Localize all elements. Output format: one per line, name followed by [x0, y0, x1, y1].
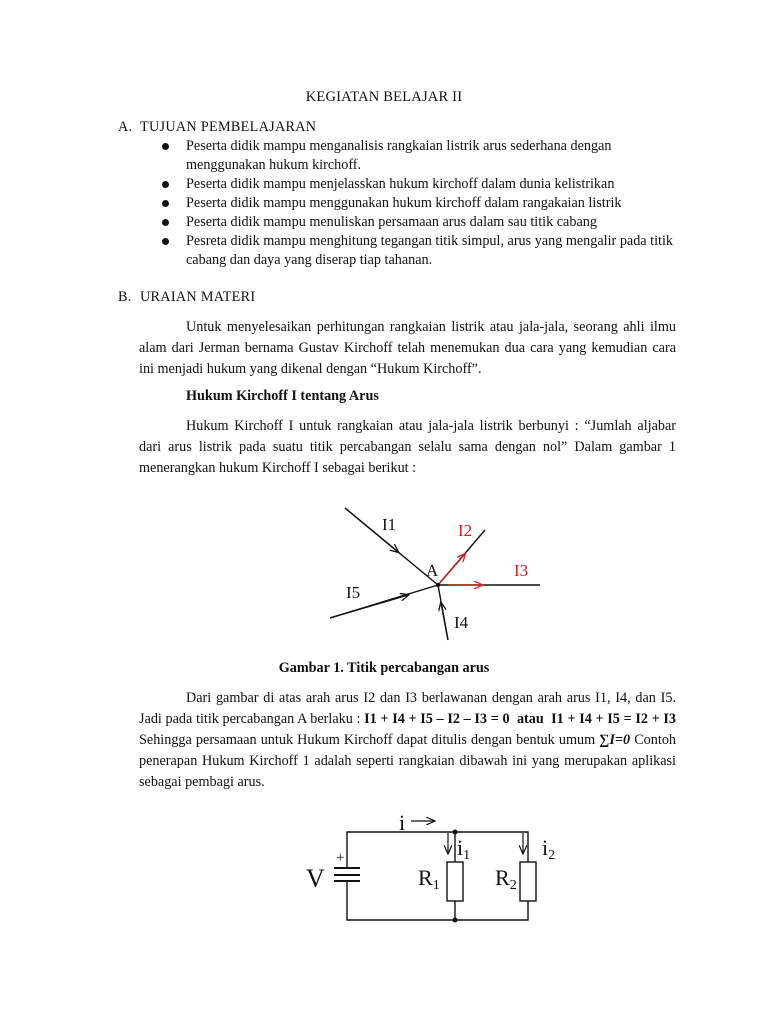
section-b-heading: [118, 288, 255, 307]
label-i4: I4: [454, 613, 469, 632]
current-i2-arrow: [438, 554, 465, 585]
sum-formula: ∑I=0: [599, 732, 631, 748]
resistor-r1: [447, 862, 463, 901]
current-divider-circuit: [300, 805, 590, 930]
junction-figure: [330, 500, 550, 650]
section-a-letter: A.: [118, 119, 133, 135]
top-wire: [347, 832, 528, 862]
list-item: Peserta didik mampu menjelasskan hukum kirchoff dalam dunia kelistrikan: [160, 175, 680, 194]
section-b-title: URAIAN MATERI: [140, 289, 256, 305]
bullet-icon: [162, 219, 169, 226]
current-i5-arrow: [330, 595, 408, 618]
equation-atau: atau: [516, 711, 544, 727]
label-i1: i1: [457, 835, 471, 863]
bullet-icon: [162, 200, 169, 207]
resistor-r2: [520, 862, 536, 901]
label-r2: R2: [495, 865, 517, 893]
label-i3: I3: [514, 561, 529, 580]
section-a-heading: [118, 118, 316, 137]
objectives-list: [160, 137, 680, 270]
subheading-kirchoff-1: Hukum Kirchoff I tentang Arus: [186, 388, 379, 404]
law-paragraph: Hukum Kirchoff I untuk rangkaian atau jala-jala listrik berbunyi : “Jumlah aljabar dari arus listrik pada suatu titik percabangan selalu sama dengan nol” Dalam gambar 1 menerangkan hukum Kirchoff I sebagai berikut :: [139, 418, 676, 476]
list-item: Peserta didik mampu menganalisis rangkaian listrik arus sederhana dengan menggunakan hukum kirchoff.: [160, 137, 680, 175]
label-node-a: A: [426, 561, 439, 580]
section-b-letter: B.: [118, 289, 132, 305]
label-i1: I1: [382, 515, 397, 534]
list-item: Pesreta didik mampu menghitung tegangan titik simpul, arus yang mengalir pada titik cabang dan daya yang diserap tiap tahanan.: [160, 232, 680, 270]
equation-2: I1 + I4 + I5 = I2 + I3: [551, 711, 677, 727]
equation-1: I1 + I4 + I5 – I2 – I3 = 0: [364, 711, 510, 727]
junction-node: [436, 583, 440, 587]
figure-1-caption: Gambar 1. Titik percabangan arus: [278, 660, 490, 676]
node-bottom: [453, 918, 458, 923]
bullet-icon: [162, 238, 169, 245]
label-i2: i2: [542, 835, 556, 863]
label-i5: I5: [346, 583, 361, 602]
list-item: Peserta didik mampu menggunakan hukum kirchoff dalam rangakaian listrik: [160, 194, 680, 213]
label-voltage: V: [306, 864, 325, 893]
label-i2: I2: [458, 521, 473, 540]
bullet-icon: [162, 181, 169, 188]
label-i-total: i: [399, 810, 406, 835]
node-top: [453, 830, 458, 835]
explanation-paragraph: Dari gambar di atas arah arus I2 dan I3 berlawanan dengan arah arus I1, I4, dan I5. Jadi pada titik percabangan A berlaku : I1 + I4 + I5 – I2 – I3 = 0 atau I1 + I4 + I5 = I2 + I3 Sehingga persamaan untuk Hukum Kirchoff dapat ditulis dengan bentuk umum ∑I=0 Contoh penerapan Hukum Kirchoff 1 adalah seperti rangkaian dibawah ini yang merupakan aplikasi sebagai pembagi arus.: [139, 690, 677, 790]
section-a-title: TUJUAN PEMBELAJARAN: [140, 119, 317, 135]
bullet-icon: [162, 143, 169, 150]
label-r1: R1: [418, 865, 440, 893]
battery-plus-sign: +: [336, 850, 345, 866]
list-item: Peserta didik mampu menuliskan persamaan arus dalam sau titik cabang: [160, 213, 680, 232]
intro-paragraph: Untuk menyelesaikan perhitungan rangkaian listrik atau jala-jala, seorang ahli ilmu alam dari Jerman bernama Gustav Kirchoff telah menemukan dua cara yang kemudian cara ini menjadi hukum yang dikenal dengan “Hukum Kirchoff”.: [139, 319, 676, 377]
current-i4-arrow: [441, 603, 448, 640]
page-title: KEGIATAN BELAJAR II: [305, 89, 463, 105]
